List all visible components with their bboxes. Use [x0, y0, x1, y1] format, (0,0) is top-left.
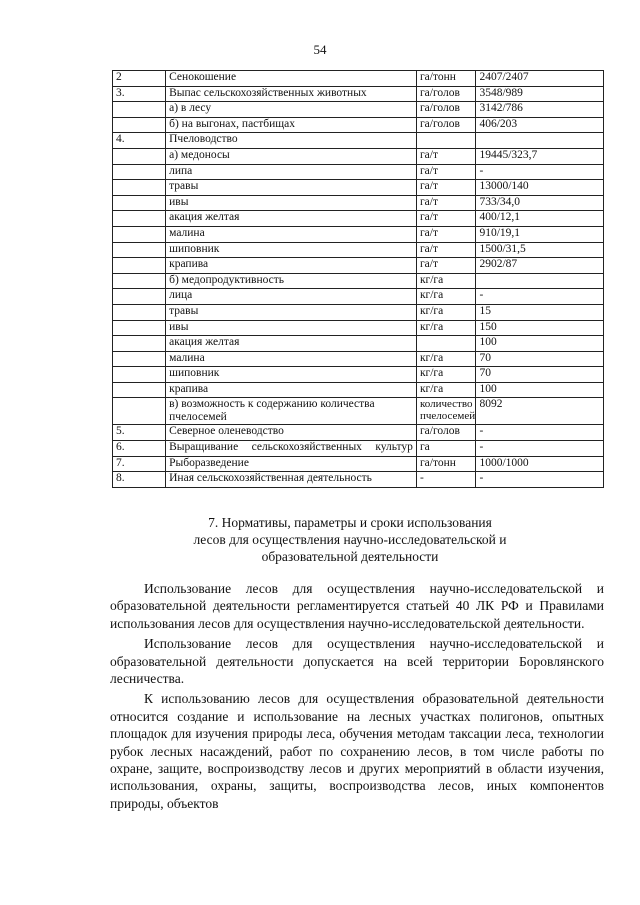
- activity-name: Выпас сельскохозяйственных животных: [166, 86, 417, 102]
- value: 910/19,1: [476, 226, 604, 242]
- table-row: [113, 117, 604, 133]
- section-heading-line: лесов для осуществления научно-исследовательской и: [193, 532, 507, 547]
- activity-name: Выращивание сельскохозяйственных культур: [166, 441, 417, 457]
- table-row: [113, 102, 604, 118]
- row-number: [113, 195, 166, 211]
- body-paragraph: Использование лесов для осуществления научно-исследовательской и образовательной деятельности регламентируется статьей 40 ЛК РФ и Правилами использования лесов для осуществления научно-исследовательской деятельности.: [110, 581, 604, 631]
- value: 2407/2407: [476, 71, 604, 87]
- value: 100: [476, 336, 604, 352]
- value: 70: [476, 351, 604, 367]
- row-number: 8.: [113, 472, 166, 488]
- row-number: 7.: [113, 456, 166, 472]
- unit: кг/га: [416, 273, 476, 289]
- row-number: [113, 273, 166, 289]
- row-number: 4.: [113, 133, 166, 149]
- body-paragraph: Использование лесов для осуществления научно-исследовательской и образовательной деятельности допускается на всей территории Боровлянского лесничества.: [110, 636, 604, 687]
- unit: га/голов: [416, 102, 476, 118]
- table-row: [113, 367, 604, 383]
- activity-name: ивы: [166, 195, 417, 211]
- row-number: [113, 117, 166, 133]
- unit: кг/га: [416, 351, 476, 367]
- table-row: [113, 398, 604, 425]
- activity-name: Рыборазведение: [166, 456, 417, 472]
- value: 19445/323,7: [476, 148, 604, 164]
- norms-table: [112, 70, 604, 488]
- activity-name: травы: [166, 180, 417, 196]
- table-row: [113, 258, 604, 274]
- row-number: [113, 320, 166, 336]
- table-row: [113, 273, 604, 289]
- unit: [416, 336, 476, 352]
- row-number: [113, 351, 166, 367]
- unit: га/т: [416, 164, 476, 180]
- unit: га/т: [416, 242, 476, 258]
- unit: кг/га: [416, 320, 476, 336]
- activity-name: шиповник: [166, 242, 417, 258]
- table-row: [113, 304, 604, 320]
- table-row: [113, 472, 604, 488]
- table-row: [113, 425, 604, 441]
- row-number: [113, 258, 166, 274]
- row-number: 3.: [113, 86, 166, 102]
- unit: кг/га: [416, 289, 476, 305]
- row-number: [113, 382, 166, 398]
- activity-name: травы: [166, 304, 417, 320]
- table-row: [113, 289, 604, 305]
- activity-name: а) медоносы: [166, 148, 417, 164]
- section-heading: [150, 514, 550, 565]
- unit: га/голов: [416, 117, 476, 133]
- row-number: [113, 289, 166, 305]
- value: 1500/31,5: [476, 242, 604, 258]
- table-row: [113, 211, 604, 227]
- table-row: [113, 226, 604, 242]
- row-number: [113, 398, 166, 425]
- unit: количество пчелосемей: [416, 398, 476, 425]
- row-number: 2: [113, 71, 166, 87]
- value: 70: [476, 367, 604, 383]
- value: -: [476, 164, 604, 180]
- value: 150: [476, 320, 604, 336]
- row-number: [113, 367, 166, 383]
- value: -: [476, 472, 604, 488]
- row-number: 6.: [113, 441, 166, 457]
- activity-name: ивы: [166, 320, 417, 336]
- table-row: [113, 336, 604, 352]
- value: 15: [476, 304, 604, 320]
- activity-name: крапива: [166, 258, 417, 274]
- table-row: [113, 164, 604, 180]
- activity-name: акация желтая: [166, 336, 417, 352]
- unit: кг/га: [416, 382, 476, 398]
- activity-name: Пчеловодство: [166, 133, 417, 149]
- unit: [416, 133, 476, 149]
- row-number: [113, 242, 166, 258]
- section-heading-line: образовательной деятельности: [261, 549, 439, 564]
- body-paragraph: К использованию лесов для осуществления образовательной деятельности относится создание и использование на лесных участках полигонов, опытных площадок для изучения природы леса, обучения методам таксации леса, технологии рубок лесных насаждений, работ по сохранению лесов, в том числе работы по охране, защите, воспроизводству лесов и других мероприятий в области изучения, использования, охраны, защиты, воспроизводства лесов, иных компонентов природы, объектов: [110, 691, 604, 811]
- activity-name: малина: [166, 226, 417, 242]
- unit: га/т: [416, 226, 476, 242]
- activity-name: малина: [166, 351, 417, 367]
- table-row: [113, 148, 604, 164]
- table-row: [113, 86, 604, 102]
- unit: -: [416, 472, 476, 488]
- value: 1000/1000: [476, 456, 604, 472]
- value: 8092: [476, 398, 604, 425]
- value: 733/34,0: [476, 195, 604, 211]
- unit: га/тонн: [416, 456, 476, 472]
- unit: га/т: [416, 258, 476, 274]
- activity-name: б) на выгонах, пастбищах: [166, 117, 417, 133]
- row-number: [113, 304, 166, 320]
- value: 406/203: [476, 117, 604, 133]
- activity-name: крапива: [166, 382, 417, 398]
- row-number: [113, 164, 166, 180]
- section-body: [110, 580, 604, 815]
- value: 2902/87: [476, 258, 604, 274]
- value: -: [476, 289, 604, 305]
- unit: га: [416, 441, 476, 457]
- table-row: [113, 456, 604, 472]
- table-row: [113, 133, 604, 149]
- norms-table-body: [113, 71, 604, 488]
- value: 400/12,1: [476, 211, 604, 227]
- activity-name: б) медопродуктивность: [166, 273, 417, 289]
- table-row: [113, 382, 604, 398]
- unit: га/т: [416, 148, 476, 164]
- value: -: [476, 425, 604, 441]
- table-row: [113, 320, 604, 336]
- activity-name: липа: [166, 164, 417, 180]
- activity-name: лица: [166, 289, 417, 305]
- page-number: 54: [313, 42, 327, 57]
- row-number: [113, 148, 166, 164]
- row-number: [113, 102, 166, 118]
- activity-name: Иная сельскохозяйственная деятельность: [166, 472, 417, 488]
- value: 100: [476, 382, 604, 398]
- table-row: [113, 71, 604, 87]
- value: 13000/140: [476, 180, 604, 196]
- activity-name: Северное оленеводство: [166, 425, 417, 441]
- table-row: [113, 441, 604, 457]
- row-number: 5.: [113, 425, 166, 441]
- value: -: [476, 441, 604, 457]
- row-number: [113, 336, 166, 352]
- table-row: [113, 351, 604, 367]
- table-row: [113, 242, 604, 258]
- table-row: [113, 195, 604, 211]
- unit: га/голов: [416, 86, 476, 102]
- activity-name: акация желтая: [166, 211, 417, 227]
- value: 3142/786: [476, 102, 604, 118]
- section-heading-line: 7. Нормативы, параметры и сроки использования: [208, 515, 492, 530]
- row-number: [113, 211, 166, 227]
- value: [476, 273, 604, 289]
- table-row: [113, 180, 604, 196]
- activity-name: шиповник: [166, 367, 417, 383]
- row-number: [113, 180, 166, 196]
- activity-name: а) в лесу: [166, 102, 417, 118]
- unit: га/т: [416, 180, 476, 196]
- value: [476, 133, 604, 149]
- unit: кг/га: [416, 304, 476, 320]
- unit: га/т: [416, 195, 476, 211]
- unit: га/тонн: [416, 71, 476, 87]
- unit: кг/га: [416, 367, 476, 383]
- row-number: [113, 226, 166, 242]
- unit: га/т: [416, 211, 476, 227]
- value: 3548/989: [476, 86, 604, 102]
- unit: га/голов: [416, 425, 476, 441]
- activity-name: Сенокошение: [166, 71, 417, 87]
- activity-name: в) возможность к содержанию количества пчелосемей: [166, 398, 417, 425]
